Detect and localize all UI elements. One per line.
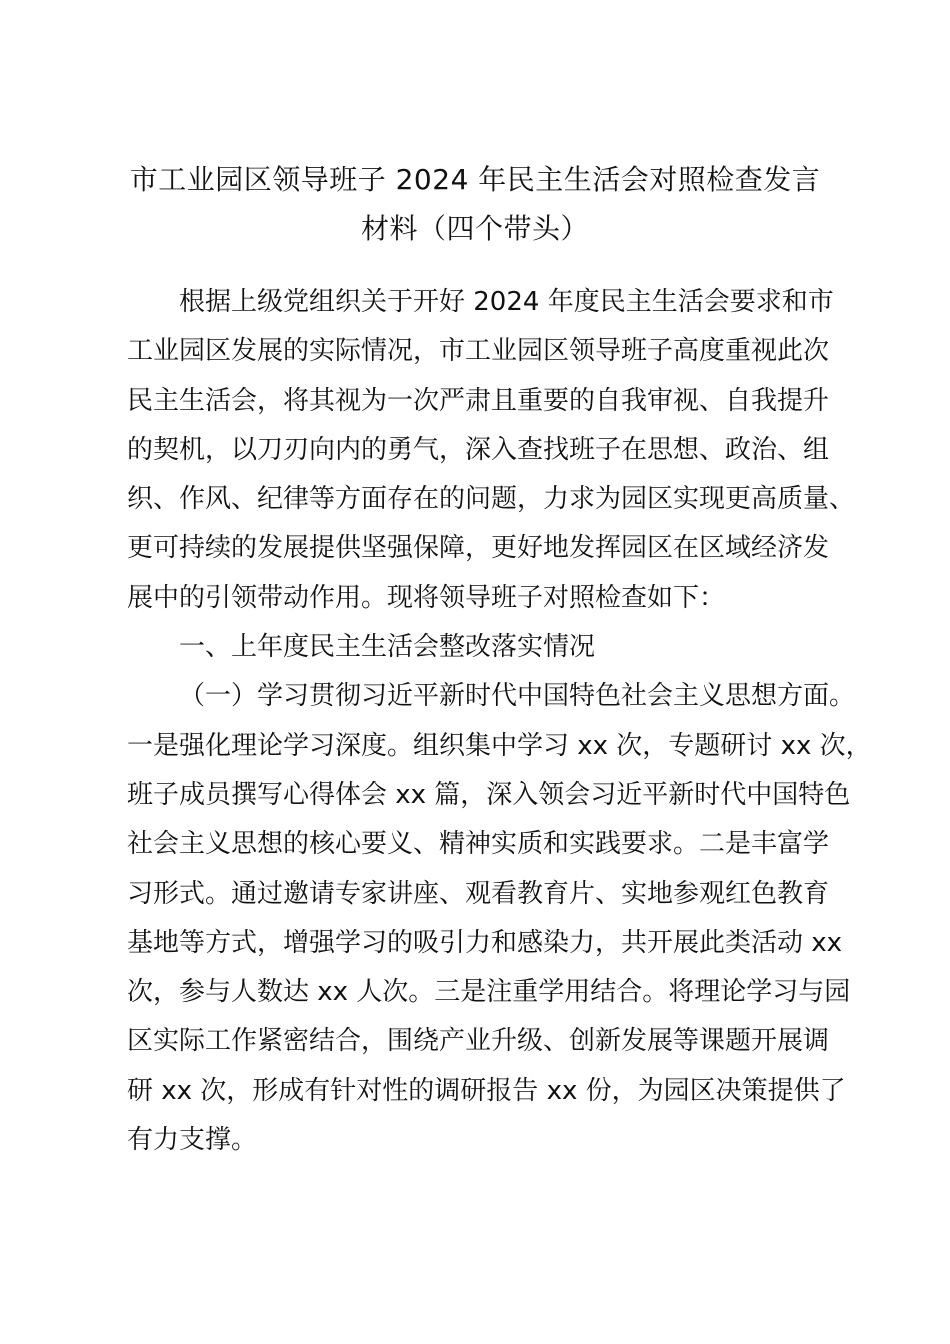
- body-line: 班子成员撰写心得体会 xx 篇，深入领会习近平新时代中国特色: [127, 779, 851, 810]
- body-line: 更可持续的发展提供坚强保障，更好地发挥园区在区域经济发: [127, 533, 830, 564]
- subsection-heading: （一）学习贯彻习近平新时代中国特色社会主义思想方面。: [179, 681, 856, 712]
- document-title-line-2: 材料（四个带头）: [360, 212, 589, 245]
- body-line: 基地等方式，增强学习的吸引力和感染力，共开展此类活动 xx: [127, 927, 843, 958]
- section-heading: 一、上年度民主生活会整改落实情况: [179, 632, 596, 663]
- body-line: 民主生活会，将其视为一次严肃且重要的自我审视、自我提升: [127, 385, 830, 416]
- body-line: 区实际工作紧密结合，围绕产业升级、创新发展等课题开展调: [127, 1026, 830, 1057]
- body-line: 研 xx 次，形成有针对性的调研报告 xx 份，为园区决策提供了: [127, 1075, 846, 1106]
- document-title-line-1: 市工业园区领导班子 2024 年民主生活会对照检查发言: [129, 163, 821, 196]
- body-line: 社会主义思想的核心要义、精神实质和实践要求。二是丰富学: [127, 829, 830, 860]
- body-line: 习形式。通过邀请专家讲座、观看教育片、实地参观红色教育: [127, 878, 830, 909]
- body-line: 一是强化理论学习深度。组织集中学习 xx 次，专题研讨 xx 次，: [127, 730, 872, 761]
- body-line: 展中的引领带动作用。现将领导班子对照检查如下：: [127, 582, 726, 613]
- body-line: 的契机，以刀刃向内的勇气，深入查找班子在思想、政治、组: [127, 434, 830, 465]
- body-line: 有力支撑。: [127, 1125, 258, 1156]
- body-line: 次，参与人数达 xx 人次。三是注重学用结合。将理论学习与园: [127, 977, 851, 1008]
- document-body: [127, 278, 872, 1165]
- body-line: 根据上级党组织关于开好 2024 年度民主生活会要求和市: [179, 287, 834, 317]
- body-line: 工业园区发展的实际情况，市工业园区领导班子高度重视此次: [127, 336, 830, 367]
- body-line: 织、作风、纪律等方面存在的问题，力求为园区实现更高质量、: [127, 484, 856, 515]
